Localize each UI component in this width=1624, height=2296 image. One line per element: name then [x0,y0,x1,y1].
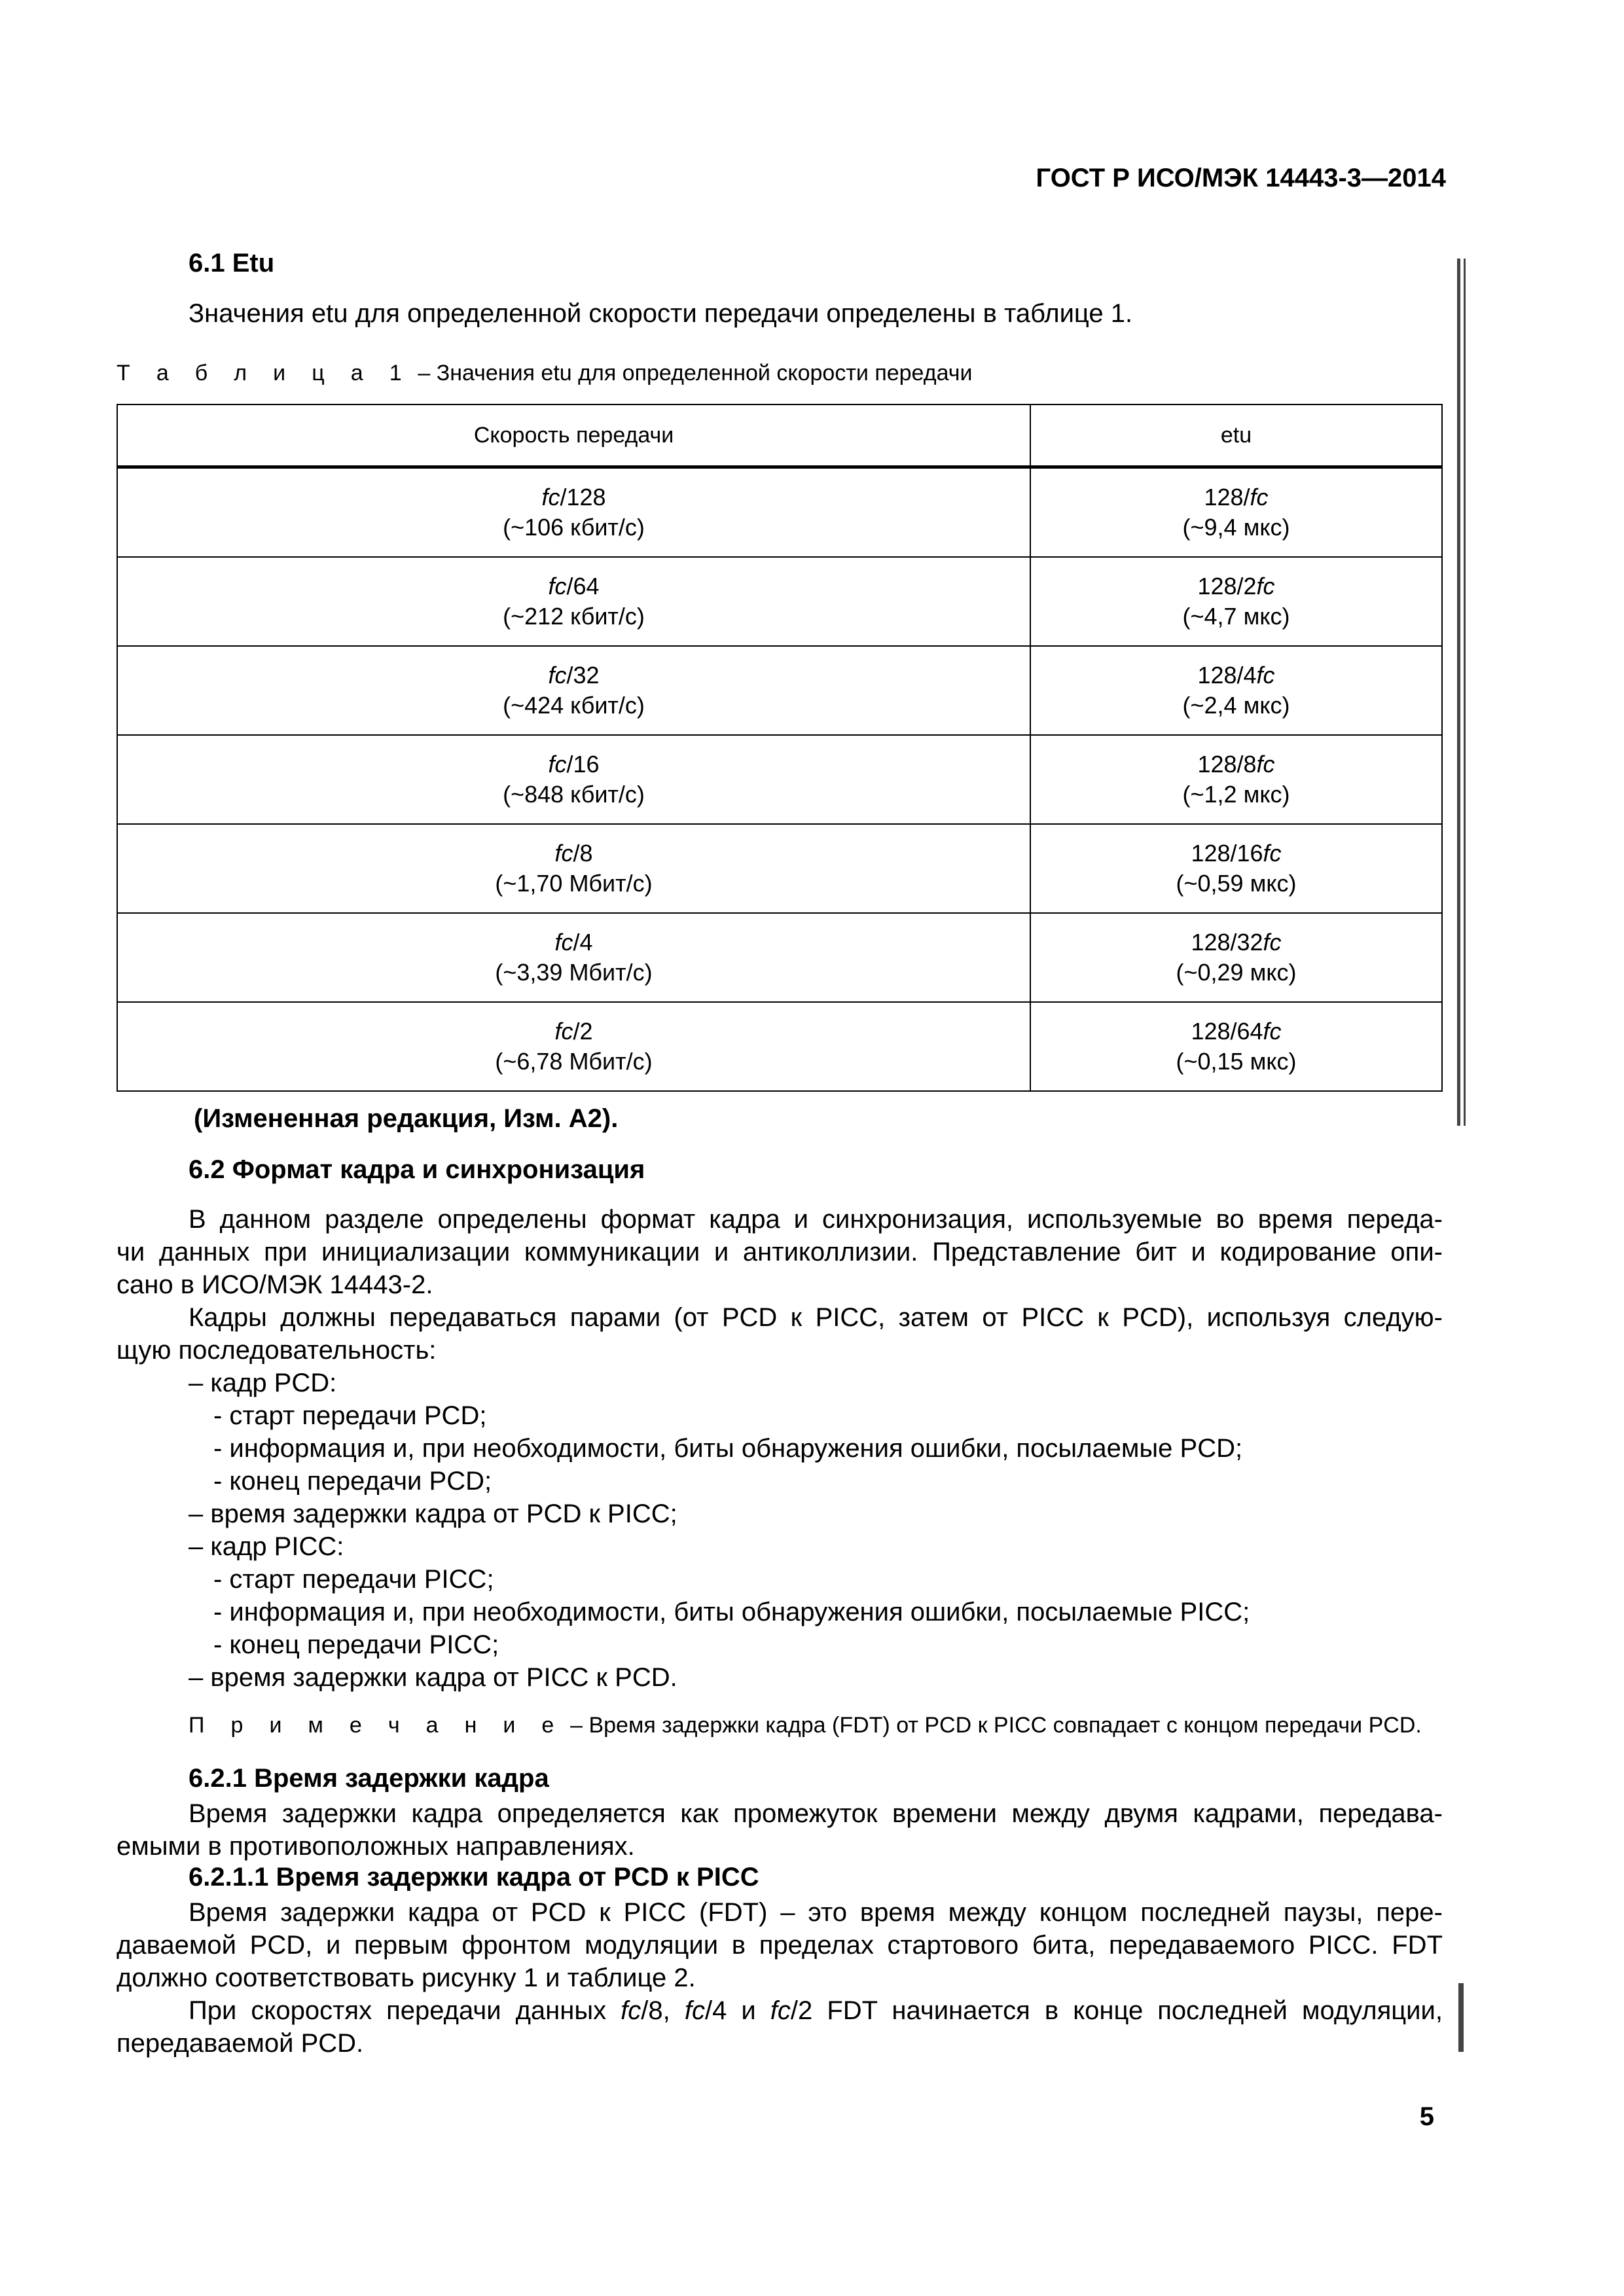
etu-cell: 128/4fc (~2,4 мкс) [1030,646,1442,735]
rate-cell: fc/2 (~6,78 Мбит/с) [117,1002,1030,1091]
list-item: - старт передачи PICC; [213,1565,494,1594]
table-row [117,735,1442,824]
column-header: Скорость передачи [117,404,1030,467]
rate-cell: fc/4 (~3,39 Мбит/с) [117,913,1030,1002]
paragraph: В данном разделе определены формат кадра и синхронизация, используемые во время переда- [189,1205,1443,1234]
change-bar [1464,259,1466,1126]
section-6-2-title: 6.2 Формат кадра и синхронизация [189,1155,645,1184]
note-label: П р и м е ч а н и е [189,1713,564,1738]
paragraph: При скоростях передачи данных fc/8, fc/4 и fc/2 FDT начинается в конце последней модуляции, [189,1996,1443,2025]
section-6-1-title: 6.1 Etu [189,249,275,278]
paragraph: емыми в противоположных направлениях. [117,1832,635,1861]
list-item: – время задержки кадра от PCD к PICC; [189,1499,677,1528]
section-6-1-intro: Значения etu для определенной скорости передачи определены в таблице 1. [189,299,1133,328]
rate-cell: fc/16 (~848 кбит/с) [117,735,1030,824]
change-bar [1457,259,1460,1126]
paragraph: Кадры должны передаваться парами (от PCD к PICC, затем от PICC к PCD), используя следую- [189,1303,1443,1332]
list-item: - старт передачи PCD; [213,1401,487,1430]
change-bar [1458,1983,1464,2052]
paragraph: сано в ИСО/МЭК 14443-2. [117,1270,433,1299]
list-item: - конец передачи PICC; [213,1630,499,1659]
rate-cell: fc/64 (~212 кбит/с) [117,557,1030,646]
section-6-2-1-title: 6.2.1 Время задержки кадра [189,1764,549,1793]
list-item: - информация и, при необходимости, биты обнаружения ошибки, посылаемые PCD; [213,1434,1243,1463]
etu-cell: 128/2fc (~4,7 мкс) [1030,557,1442,646]
table-row [117,646,1442,735]
etu-cell: 128/16fc (~0,59 мкс) [1030,824,1442,913]
table-caption [117,361,972,386]
paragraph: передаваемой PCD. [117,2029,364,2058]
note [189,1713,1422,1738]
paragraph: Время задержки кадра от PCD к PICC (FDT) – это время между концом последней паузы, пере- [189,1898,1443,1927]
table-row [117,913,1442,1002]
paragraph: Время задержки кадра определяется как промежуток времени между двумя кадрами, передава- [189,1799,1443,1828]
etu-cell: 128/fc (~9,4 мкс) [1030,467,1442,558]
section-6-2-1-1-title: 6.2.1.1 Время задержки кадра от PCD к PICC [189,1863,759,1892]
paragraph: щую последовательность: [117,1336,437,1365]
list-item: - конец передачи PCD; [213,1467,492,1496]
rate-cell: fc/32 (~424 кбит/с) [117,646,1030,735]
list-item: - информация и, при необходимости, биты обнаружения ошибки, посылаемые PICC; [213,1598,1250,1626]
table-label: Т а б л и ц а 1 [117,361,412,386]
paragraph: чи данных при инициализации коммуникации и антиколлизии. Представление бит и кодирование опи- [117,1238,1443,1266]
paragraph: должно соответствовать рисунку 1 и таблице 2. [117,1964,696,1992]
etu-cell: 128/64fc (~0,15 мкс) [1030,1002,1442,1091]
etu-cell: 128/8fc (~1,2 мкс) [1030,735,1442,824]
note-text: – Время задержки кадра (FDT) от PCD к PICC совпадает с концом передачи PCD. [564,1713,1422,1738]
column-header: etu [1030,404,1442,467]
document-code: ГОСТ Р ИСО/МЭК 14443-3—2014 [1036,164,1446,192]
table-row [117,1002,1442,1091]
rate-cell: fc/8 (~1,70 Мбит/с) [117,824,1030,913]
rate-cell: fc/128 (~106 кбит/с) [117,467,1030,558]
list-item: – время задержки кадра от PICC к PCD. [189,1663,677,1692]
list-item: – кадр PCD: [189,1369,337,1397]
etu-table [117,404,1443,1092]
paragraph: даваемой PCD, и первым фронтом модуляции в пределах стартового бита, передаваемого PICC. FDT [117,1931,1443,1960]
list-item: – кадр PICC: [189,1532,344,1561]
etu-cell: 128/32fc (~0,29 мкс) [1030,913,1442,1002]
table-row [117,467,1442,558]
table-caption-text: – Значения etu для определенной скорости передачи [411,361,973,386]
page-number: 5 [1419,2102,1434,2131]
table-row [117,557,1442,646]
table-row [117,824,1442,913]
amendment-note: (Измененная редакция, Изм. А2). [194,1104,619,1133]
